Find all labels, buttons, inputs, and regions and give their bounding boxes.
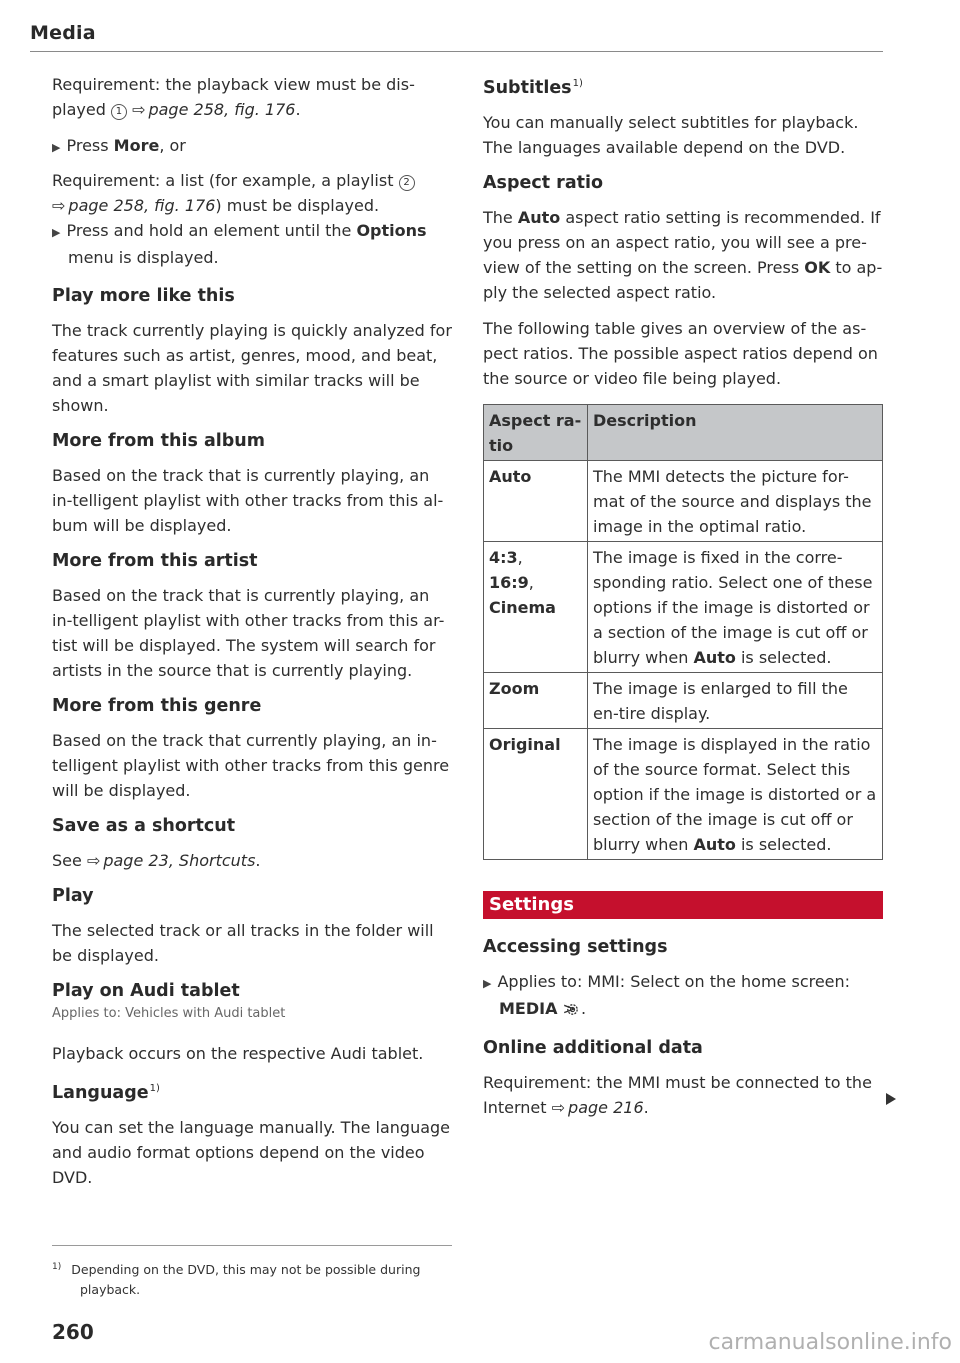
callout-1-icon: 1 — [111, 104, 127, 120]
section-text: The track currently playing is quickly analyzed for features such as artist, genres, mood, and beat, and a smart playlist with similar tracks will be shown. — [52, 321, 452, 415]
tablet-heading: Play on Audi tablet — [52, 981, 240, 1001]
left-column — [52, 72, 452, 1201]
table-row — [484, 673, 883, 729]
bullet-arrow-icon: ▶ — [483, 977, 492, 990]
page-ref-link[interactable]: ⇨ page 23, Shortcuts — [86, 851, 256, 870]
online-heading: Online additional data — [483, 1038, 703, 1058]
page-header-title: Media — [30, 22, 96, 44]
section-heading: More from this artist — [52, 551, 258, 571]
page-ref-link[interactable]: ⇨ page 216 — [551, 1098, 644, 1117]
table-header-cell: Aspect ra-tio — [484, 405, 588, 461]
settings-section-bar: Settings — [483, 891, 883, 919]
language-text: You can set the language manually. The language and audio format options depend on the video DVD. — [52, 1118, 451, 1187]
page-number: 260 — [52, 1320, 94, 1344]
subtitles-text: You can manually select subtitles for playback. The languages available depend on the DVD. — [483, 113, 859, 157]
table-row — [484, 729, 883, 860]
shortcut-heading: Save as a shortcut — [52, 816, 236, 836]
bullet-press-hold: ▶ Press and hold an element until the Options menu is displayed. — [52, 221, 427, 267]
shortcut-text: See ⇨ page 23, Shortcuts. — [52, 851, 261, 870]
footnote-rule — [52, 1245, 452, 1246]
page-ref-link[interactable]: ⇨ page 258, fig. 176 — [52, 196, 216, 215]
subtitles-heading: Subtitles$^{1)}$ — [483, 78, 583, 98]
table-row — [484, 542, 883, 673]
language-heading: Language$^{1)}$ — [52, 1083, 160, 1103]
aspect-ratio-table — [483, 404, 883, 860]
table-cell-desc: The MMI detects the picture for-mat of the source and displays the image in the optimal ratio. — [588, 461, 883, 542]
aspect-heading: Aspect ratio — [483, 173, 604, 193]
online-text: Requirement: the MMI must be connected to the Internet ⇨ page 216. — [483, 1073, 872, 1117]
table-header-cell: Description — [588, 405, 883, 461]
footnote: $^{1)}$ Depending on the DVD, this may not be possible during playback. — [52, 1262, 421, 1297]
requirement-list: Requirement: a list (for example, a playlist 2 ⇨ page 258, fig. 176) must be displayed. — [52, 168, 452, 218]
table-cell-label: 4:3, 16:9, Cinema — [484, 542, 588, 673]
play-text: The selected track or all tracks in the folder will be displayed. — [52, 921, 434, 965]
table-cell-desc: The image is fixed in the corre-sponding ratio. Select one of these options if the image is distorted or a section of the image is cut off or blurry when Auto is selected. — [588, 542, 883, 673]
callout-2-icon: 2 — [399, 175, 415, 191]
table-cell-desc: The image is displayed in the ratio of the source format. Select this option if the image is distorted or a section of the image is cut off or blurry when Auto is selected. — [588, 729, 883, 860]
bullet-arrow-icon: ▶ — [52, 141, 61, 154]
page-ref-link[interactable]: ⇨ page 258, fig. 176 — [132, 100, 296, 119]
table-header-row — [484, 405, 883, 461]
section-heading: Play more like this — [52, 286, 235, 306]
section-text: Based on the track that is currently playing, an in-telligent playlist with other tracks from this ar-tist will be displayed. The system will search for artists in the source that is currently playing. — [52, 586, 445, 680]
table-cell-label: Zoom — [484, 673, 588, 729]
bullet-accessing: ▶ Applies to: MMI: Select on the home screen: MEDIA > . — [483, 972, 851, 1018]
footnote-mark: 1) — [149, 1083, 160, 1094]
header-rule — [30, 51, 883, 52]
aspect-overview-text: The following table gives an overview of the as-pect ratios. The possible aspect ratios depend on the source or video file being played. — [483, 319, 878, 388]
bullet-arrow-icon: ▶ — [52, 226, 61, 239]
section-text: Based on the track that currently playing, an in-telligent playlist with other tracks from this genre will be displayed. — [52, 731, 450, 800]
applies-to-note: Applies to: Vehicles with Audi tablet — [52, 1006, 286, 1021]
table-cell-desc: The image is enlarged to fill the en-tire display. — [588, 673, 883, 729]
requirement-playback: Requirement: the playback view must be dis- played 1 ⇨ page 258, fig. 176. — [52, 75, 415, 119]
accessing-heading: Accessing settings — [483, 937, 668, 957]
continue-arrow-icon — [886, 1093, 896, 1105]
bullet-press-more: ▶ Press More, or — [52, 136, 186, 155]
section-text: Based on the track that is currently playing, an in-telligent playlist with other tracks from this al-bum will be displayed. — [52, 466, 444, 535]
section-heading: More from this genre — [52, 696, 262, 716]
table-row — [484, 461, 883, 542]
tablet-text: Playback occurs on the respective Audi tablet. — [52, 1044, 424, 1063]
table-cell-label: Original — [484, 729, 588, 860]
play-heading: Play — [52, 886, 94, 906]
section-heading: More from this album — [52, 431, 265, 451]
table-cell-label: Auto — [484, 461, 588, 542]
aspect-text: The Auto aspect ratio setting is recommended. If you press on an aspect ratio, you will see a pre-view of the setting on the screen. Press OK to ap-ply the selected aspect ratio. — [483, 208, 883, 302]
footnote-mark: 1) — [572, 78, 583, 89]
right-column — [483, 72, 883, 1131]
watermark: carmanualsonline.info — [708, 1330, 952, 1355]
